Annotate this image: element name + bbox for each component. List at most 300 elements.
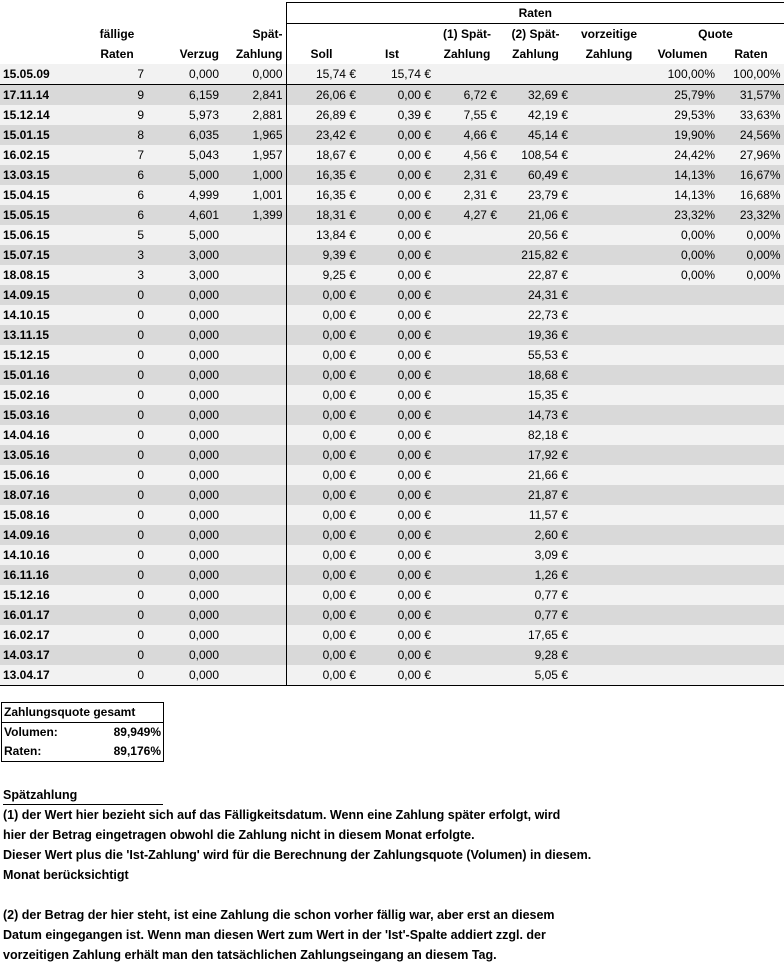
table-row: [0, 585, 784, 605]
cell-spaet: [222, 565, 286, 585]
cell-soll: 0,00 €: [286, 325, 359, 345]
cell-verzug: 5,000: [147, 225, 222, 245]
table-row: [0, 485, 784, 505]
cell-qvol: [647, 525, 718, 545]
cell-soll: 18,67 €: [286, 145, 359, 165]
cell-sp1: [434, 485, 500, 505]
cell-spaet: [222, 525, 286, 545]
cell-soll: 0,00 €: [286, 425, 359, 445]
cell-qrat: [718, 525, 784, 545]
header-vorzeitige: vorzeitige: [571, 24, 647, 45]
cell-faellig: 6: [87, 185, 147, 205]
cell-soll: 0,00 €: [286, 625, 359, 645]
cell-soll: 23,42 €: [286, 125, 359, 145]
cell-qvol: [647, 645, 718, 665]
notes-title: Spätzahlung: [3, 786, 163, 805]
cell-ist: 0,00 €: [359, 385, 434, 405]
cell-ist: 0,00 €: [359, 125, 434, 145]
table-row: [0, 525, 784, 545]
cell-qrat: [718, 345, 784, 365]
cell-date: 17.11.14: [0, 85, 87, 106]
cell-faellig: 9: [87, 85, 147, 106]
cell-qrat: 24,56%: [718, 125, 784, 145]
cell-verzug: 0,000: [147, 64, 222, 85]
table-row: [0, 225, 784, 245]
cell-sp1: [434, 625, 500, 645]
cell-soll: 0,00 €: [286, 505, 359, 525]
cell-spaet: [222, 505, 286, 525]
table-row: [0, 445, 784, 465]
cell-qrat: 27,96%: [718, 145, 784, 165]
cell-ist: 0,00 €: [359, 225, 434, 245]
cell-verzug: 0,000: [147, 445, 222, 465]
cell-faellig: 3: [87, 245, 147, 265]
cell-faellig: 0: [87, 665, 147, 686]
table-row: [0, 325, 784, 345]
table-row: [0, 625, 784, 645]
cell-spaet: [222, 465, 286, 485]
cell-qrat: [718, 585, 784, 605]
cell-ist: 0,00 €: [359, 525, 434, 545]
cell-sp2: 0,77 €: [500, 605, 571, 625]
table-row: [0, 125, 784, 145]
cell-sp2: 215,82 €: [500, 245, 571, 265]
cell-date: 16.02.17: [0, 625, 87, 645]
cell-qrat: [718, 285, 784, 305]
cell-sp1: [434, 225, 500, 245]
cell-ist: 0,00 €: [359, 165, 434, 185]
table-row: [0, 245, 784, 265]
cell-date: 14.10.15: [0, 305, 87, 325]
cell-sp1: [434, 345, 500, 365]
cell-faellig: 9: [87, 105, 147, 125]
cell-date: 15.12.14: [0, 105, 87, 125]
cell-vorz: [571, 585, 647, 605]
cell-qrat: 31,57%: [718, 85, 784, 106]
table-row: [0, 64, 784, 85]
header-spaet: Spät-: [222, 24, 286, 45]
cell-vorz: [571, 445, 647, 465]
cell-vorz: [571, 345, 647, 365]
cell-date: 14.03.17: [0, 645, 87, 665]
header-volumen: Volumen: [647, 44, 718, 64]
cell-qvol: [647, 385, 718, 405]
cell-verzug: 6,159: [147, 85, 222, 106]
cell-sp1: [434, 325, 500, 345]
cell-sp2: 17,92 €: [500, 445, 571, 465]
cell-verzug: 0,000: [147, 565, 222, 585]
cell-spaet: 1,965: [222, 125, 286, 145]
cell-vorz: [571, 185, 647, 205]
cell-date: 18.08.15: [0, 265, 87, 285]
cell-spaet: [222, 425, 286, 445]
cell-faellig: 0: [87, 385, 147, 405]
cell-ist: 0,00 €: [359, 465, 434, 485]
cell-faellig: 0: [87, 425, 147, 445]
cell-faellig: 0: [87, 465, 147, 485]
cell-faellig: 0: [87, 625, 147, 645]
cell-date: 15.07.15: [0, 245, 87, 265]
cell-vorz: [571, 525, 647, 545]
cell-soll: 13,84 €: [286, 225, 359, 245]
cell-soll: 0,00 €: [286, 305, 359, 325]
cell-verzug: 0,000: [147, 285, 222, 305]
cell-sp1: 7,55 €: [434, 105, 500, 125]
cell-sp2: 22,73 €: [500, 305, 571, 325]
cell-qrat: [718, 485, 784, 505]
cell-sp2: 11,57 €: [500, 505, 571, 525]
cell-soll: 0,00 €: [286, 445, 359, 465]
cell-ist: 15,74 €: [359, 64, 434, 85]
cell-ist: 0,00 €: [359, 425, 434, 445]
cell-faellig: 7: [87, 145, 147, 165]
cell-sp2: 24,31 €: [500, 285, 571, 305]
header-row-2: [0, 24, 784, 45]
cell-ist: 0,00 €: [359, 665, 434, 686]
header-verzug: Verzug: [147, 44, 222, 64]
cell-qvol: [647, 345, 718, 365]
cell-qvol: 23,32%: [647, 205, 718, 225]
cell-sp2: 19,36 €: [500, 325, 571, 345]
cell-spaet: [222, 645, 286, 665]
cell-spaet: 1,399: [222, 205, 286, 225]
cell-qrat: [718, 505, 784, 525]
cell-sp2: 60,49 €: [500, 165, 571, 185]
cell-ist: 0,00 €: [359, 405, 434, 425]
cell-soll: 0,00 €: [286, 605, 359, 625]
cell-verzug: 0,000: [147, 325, 222, 345]
cell-qvol: [647, 605, 718, 625]
header-sp2: (2) Spät-: [500, 24, 571, 45]
cell-verzug: 5,973: [147, 105, 222, 125]
note-2-line-1: (2) der Betrag der hier steht, ist eine Zahlung die schon vorher fällig war, aber erst an diesem: [3, 908, 555, 922]
cell-sp1: 4,56 €: [434, 145, 500, 165]
cell-spaet: 1,000: [222, 165, 286, 185]
cell-sp1: [434, 285, 500, 305]
cell-sp2: 18,68 €: [500, 365, 571, 385]
cell-sp2: 55,53 €: [500, 345, 571, 365]
cell-qrat: 0,00%: [718, 225, 784, 245]
cell-soll: 0,00 €: [286, 465, 359, 485]
cell-soll: 0,00 €: [286, 385, 359, 405]
summary-box: [1, 702, 164, 762]
cell-faellig: 8: [87, 125, 147, 145]
cell-vorz: [571, 605, 647, 625]
cell-qrat: [718, 645, 784, 665]
cell-sp1: [434, 665, 500, 686]
cell-ist: 0,00 €: [359, 265, 434, 285]
table-row: [0, 165, 784, 185]
table-row: [0, 465, 784, 485]
cell-sp1: [434, 565, 500, 585]
table-row: [0, 185, 784, 205]
cell-qrat: 0,00%: [718, 265, 784, 285]
cell-vorz: [571, 145, 647, 165]
table-row: [0, 385, 784, 405]
cell-ist: 0,00 €: [359, 505, 434, 525]
cell-vorz: [571, 645, 647, 665]
cell-soll: 16,35 €: [286, 165, 359, 185]
cell-vorz: [571, 665, 647, 686]
cell-ist: 0,00 €: [359, 625, 434, 645]
cell-faellig: 0: [87, 345, 147, 365]
cell-faellig: 0: [87, 525, 147, 545]
cell-sp2: 0,77 €: [500, 585, 571, 605]
cell-qvol: [647, 325, 718, 345]
summary-title: Zahlungsquote gesamt: [2, 703, 164, 723]
cell-soll: 26,06 €: [286, 85, 359, 106]
header-row-1: [0, 3, 784, 24]
cell-spaet: 2,881: [222, 105, 286, 125]
cell-qvol: [647, 625, 718, 645]
cell-sp1: [434, 525, 500, 545]
cell-vorz: [571, 545, 647, 565]
cell-verzug: 0,000: [147, 405, 222, 425]
cell-qvol: [647, 465, 718, 485]
cell-sp1: [434, 385, 500, 405]
cell-qvol: [647, 505, 718, 525]
cell-spaet: [222, 345, 286, 365]
table-row: [0, 305, 784, 325]
cell-faellig: 0: [87, 405, 147, 425]
cell-vorz: [571, 325, 647, 345]
cell-sp2: 108,54 €: [500, 145, 571, 165]
cell-soll: 0,00 €: [286, 545, 359, 565]
cell-verzug: 0,000: [147, 465, 222, 485]
cell-faellig: 0: [87, 485, 147, 505]
table-row: [0, 425, 784, 445]
note-1-line-2: hier der Betrag eingetragen obwohl die Zahlung nicht in diesem Monat erfolgte.: [3, 828, 475, 842]
cell-verzug: 0,000: [147, 605, 222, 625]
table-row: [0, 105, 784, 125]
cell-date: 13.11.15: [0, 325, 87, 345]
cell-soll: 18,31 €: [286, 205, 359, 225]
cell-date: 13.04.17: [0, 665, 87, 686]
cell-vorz: [571, 285, 647, 305]
cell-qvol: 14,13%: [647, 165, 718, 185]
cell-verzug: 3,000: [147, 245, 222, 265]
cell-faellig: 0: [87, 605, 147, 625]
table-row: [0, 145, 784, 165]
cell-soll: 0,00 €: [286, 665, 359, 686]
table-row: [0, 565, 784, 585]
cell-qvol: 0,00%: [647, 265, 718, 285]
cell-spaet: [222, 625, 286, 645]
cell-faellig: 0: [87, 505, 147, 525]
cell-verzug: 0,000: [147, 385, 222, 405]
cell-sp1: [434, 465, 500, 485]
cell-ist: 0,00 €: [359, 605, 434, 625]
cell-sp1: [434, 425, 500, 445]
cell-verzug: 0,000: [147, 305, 222, 325]
cell-soll: 0,00 €: [286, 365, 359, 385]
cell-date: 15.06.15: [0, 225, 87, 245]
cell-qvol: [647, 365, 718, 385]
table-row: [0, 505, 784, 525]
header-raten-group: Raten: [286, 3, 784, 24]
cell-qrat: 16,67%: [718, 165, 784, 185]
cell-verzug: 0,000: [147, 365, 222, 385]
cell-spaet: [222, 245, 286, 265]
cell-qvol: 24,42%: [647, 145, 718, 165]
cell-sp1: [434, 365, 500, 385]
cell-sp2: 45,14 €: [500, 125, 571, 145]
cell-verzug: 0,000: [147, 665, 222, 686]
cell-qrat: [718, 545, 784, 565]
cell-spaet: [222, 225, 286, 245]
cell-date: 15.03.16: [0, 405, 87, 425]
cell-spaet: [222, 385, 286, 405]
cell-sp2: 17,65 €: [500, 625, 571, 645]
cell-date: 13.03.15: [0, 165, 87, 185]
table-row: [0, 85, 784, 106]
payment-table: [0, 2, 784, 686]
cell-date: 13.05.16: [0, 445, 87, 465]
cell-spaet: [222, 265, 286, 285]
cell-sp2: 5,05 €: [500, 665, 571, 686]
cell-sp2: 2,60 €: [500, 525, 571, 545]
header-ist: Ist: [359, 44, 434, 64]
cell-sp2: 15,35 €: [500, 385, 571, 405]
cell-sp1: 2,31 €: [434, 165, 500, 185]
cell-qrat: [718, 565, 784, 585]
cell-spaet: [222, 605, 286, 625]
cell-ist: 0,00 €: [359, 445, 434, 465]
cell-sp2: 1,26 €: [500, 565, 571, 585]
cell-date: 18.07.16: [0, 485, 87, 505]
cell-vorz: [571, 385, 647, 405]
cell-ist: 0,00 €: [359, 305, 434, 325]
cell-qrat: [718, 665, 784, 686]
cell-spaet: [222, 665, 286, 686]
cell-sp2: 21,87 €: [500, 485, 571, 505]
cell-sp2: 14,73 €: [500, 405, 571, 425]
cell-spaet: 0,000: [222, 64, 286, 85]
cell-soll: 0,00 €: [286, 645, 359, 665]
cell-date: 14.04.16: [0, 425, 87, 445]
cell-spaet: [222, 485, 286, 505]
cell-vorz: [571, 85, 647, 106]
cell-faellig: 0: [87, 565, 147, 585]
cell-soll: 16,35 €: [286, 185, 359, 205]
cell-sp1: [434, 305, 500, 325]
cell-qvol: 25,79%: [647, 85, 718, 106]
cell-vorz: [571, 105, 647, 125]
cell-ist: 0,00 €: [359, 545, 434, 565]
cell-date: 15.06.16: [0, 465, 87, 485]
cell-date: 15.12.16: [0, 585, 87, 605]
cell-qvol: 0,00%: [647, 225, 718, 245]
cell-spaet: 2,841: [222, 85, 286, 106]
cell-soll: 0,00 €: [286, 565, 359, 585]
cell-qrat: [718, 385, 784, 405]
cell-sp1: 4,66 €: [434, 125, 500, 145]
cell-sp2: [500, 64, 571, 85]
cell-verzug: 0,000: [147, 425, 222, 445]
cell-sp1: [434, 265, 500, 285]
notes-section: [3, 785, 763, 965]
cell-vorz: [571, 305, 647, 325]
cell-spaet: [222, 405, 286, 425]
cell-ist: 0,00 €: [359, 85, 434, 106]
cell-spaet: 1,957: [222, 145, 286, 165]
cell-vorz: [571, 125, 647, 145]
cell-verzug: 5,000: [147, 165, 222, 185]
cell-verzug: 4,601: [147, 205, 222, 225]
cell-faellig: 0: [87, 445, 147, 465]
cell-sp2: 9,28 €: [500, 645, 571, 665]
cell-verzug: 0,000: [147, 645, 222, 665]
cell-sp1: [434, 405, 500, 425]
note-2-line-3: vorzeitigen Zahlung erhält man den tatsächlichen Zahlungseingang an diesem Tag.: [3, 948, 497, 962]
cell-spaet: [222, 365, 286, 385]
cell-date: 15.12.15: [0, 345, 87, 365]
cell-qvol: [647, 305, 718, 325]
cell-faellig: 5: [87, 225, 147, 245]
cell-vorz: [571, 365, 647, 385]
cell-faellig: 0: [87, 305, 147, 325]
cell-vorz: [571, 245, 647, 265]
cell-faellig: 0: [87, 325, 147, 345]
table-row: [0, 665, 784, 686]
cell-faellig: 0: [87, 585, 147, 605]
cell-qvol: 100,00%: [647, 64, 718, 85]
cell-date: 15.05.09: [0, 64, 87, 85]
cell-soll: 0,00 €: [286, 285, 359, 305]
cell-sp1: [434, 64, 500, 85]
cell-qrat: [718, 325, 784, 345]
cell-qvol: [647, 665, 718, 686]
cell-qrat: [718, 365, 784, 385]
table-row: [0, 205, 784, 225]
cell-verzug: 5,043: [147, 145, 222, 165]
cell-date: 14.09.15: [0, 285, 87, 305]
cell-ist: 0,00 €: [359, 145, 434, 165]
cell-ist: 0,00 €: [359, 365, 434, 385]
cell-verzug: 0,000: [147, 525, 222, 545]
cell-sp2: 23,79 €: [500, 185, 571, 205]
cell-qrat: 33,63%: [718, 105, 784, 125]
cell-verzug: 0,000: [147, 625, 222, 645]
cell-vorz: [571, 265, 647, 285]
cell-ist: 0,00 €: [359, 325, 434, 345]
cell-date: 16.01.17: [0, 605, 87, 625]
header-raten-quote: Raten: [718, 44, 784, 64]
cell-vorz: [571, 225, 647, 245]
cell-vorz: [571, 565, 647, 585]
cell-soll: 0,00 €: [286, 525, 359, 545]
cell-qrat: [718, 425, 784, 445]
cell-verzug: 0,000: [147, 345, 222, 365]
cell-vorz: [571, 205, 647, 225]
cell-date: 15.01.15: [0, 125, 87, 145]
cell-qvol: 0,00%: [647, 245, 718, 265]
cell-sp2: 32,69 €: [500, 85, 571, 106]
cell-faellig: 7: [87, 64, 147, 85]
header-vorz-zahlung: Zahlung: [571, 44, 647, 64]
cell-faellig: 0: [87, 645, 147, 665]
cell-spaet: [222, 545, 286, 565]
header-zahlung: Zahlung: [222, 44, 286, 64]
summary-volumen-value: 89,949%: [113, 725, 161, 739]
cell-ist: 0,00 €: [359, 285, 434, 305]
cell-verzug: 0,000: [147, 485, 222, 505]
cell-spaet: [222, 325, 286, 345]
cell-date: 15.05.15: [0, 205, 87, 225]
cell-vorz: [571, 625, 647, 645]
cell-soll: 9,25 €: [286, 265, 359, 285]
cell-ist: 0,00 €: [359, 185, 434, 205]
